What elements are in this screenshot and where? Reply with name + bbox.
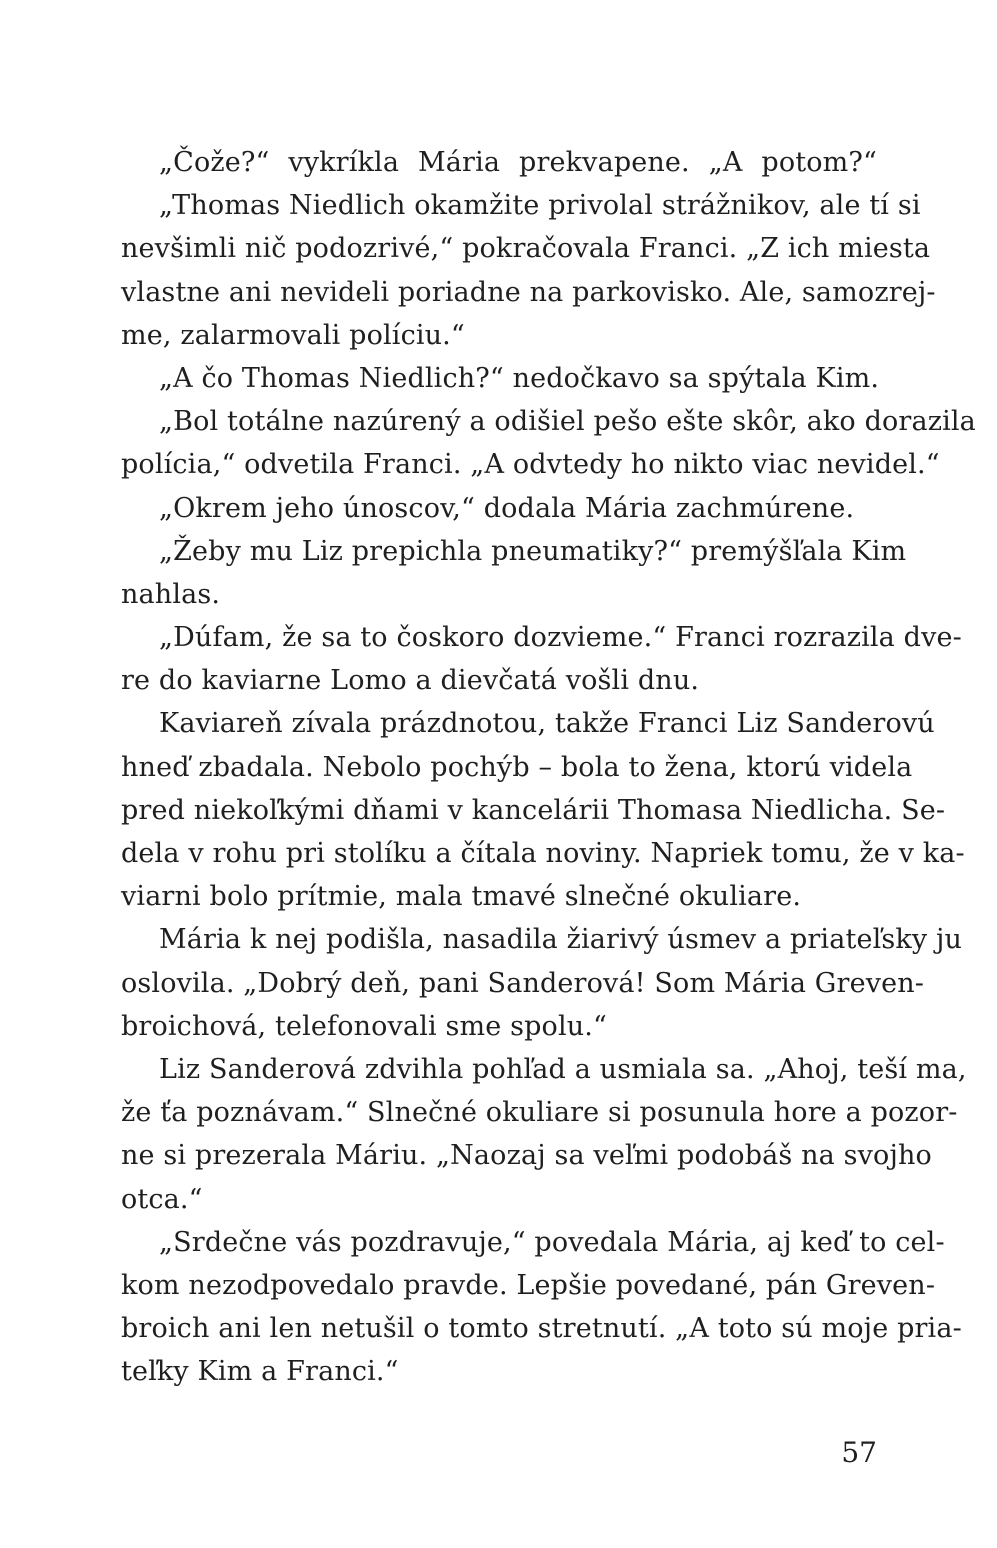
text-line: broich ani len netušil o tomto stretnutí. „A toto sú moje pria- xyxy=(121,1313,962,1345)
text-line: pred niekoľkými dňami v kancelárii Thomasa Niedlicha. Se- xyxy=(121,794,946,826)
text-line: oslovila. „Dobrý deň, pani Sanderová! Som Mária Greven- xyxy=(121,967,925,999)
text-line: Kaviareň zívala prázdnotou, takže Franci Liz Sanderovú xyxy=(159,708,935,740)
text-line: re do kaviarne Lomo a dievčatá vošli dnu. xyxy=(121,665,700,697)
text-line: „Žeby mu Liz prepichla pneumatiky?“ premýšľala Kim xyxy=(159,535,907,567)
text-line: nahlas. xyxy=(121,578,221,610)
text-line: ne si prezerala Máriu. „Naozaj sa veľmi podobáš na svojho xyxy=(121,1140,932,1172)
text-line: Mária k nej podišla, nasadila žiarivý úsmev a priateľsky ju xyxy=(159,924,963,956)
text-line: dela v rohu pri stolíku a čítala noviny. Napriek tomu, že v ka- xyxy=(121,838,965,869)
text-line: Liz Sanderová zdvihla pohľad a usmiala sa. „Ahoj, teší ma, xyxy=(159,1053,967,1085)
text-line: broichová, telefonovali sme spolu.“ xyxy=(121,1010,607,1042)
text-line: že ťa poznávam.“ Slnečné okuliare si posunula hore a pozor- xyxy=(121,1097,958,1129)
text-line: kom nezodpovedalo pravde. Lepšie povedané, pán Greven- xyxy=(121,1269,936,1301)
text-line: „Dúfam, že sa to čoskoro dozvieme.“ Franci rozrazila dve- xyxy=(159,622,962,654)
text-line: otca.“ xyxy=(121,1183,203,1215)
text-line: teľky Kim a Franci.“ xyxy=(121,1356,399,1388)
text-line: me, zalarmovali políciu.“ xyxy=(121,319,465,351)
text-line: viarni bolo prítmie, mala tmavé slnečné okuliare. xyxy=(121,881,802,913)
text-line: hneď zbadala. Nebolo pochýb – bola to žena, ktorú videla xyxy=(121,751,913,783)
page-number: 57 xyxy=(841,1436,877,1469)
text-line: polícia,“ odvetila Franci. „A odvtedy ho nikto viac nevidel.“ xyxy=(121,449,940,481)
text-line: „A čo Thomas Niedlich?“ nedočkavo sa spýtala Kim. xyxy=(159,362,880,394)
text-line: „Čože?“ vykríkla Mária prekvapene. „A potom?“ xyxy=(159,147,877,178)
text-line: „Okrem jeho únoscov,“ dodala Mária zachmúrene. xyxy=(159,492,855,524)
text-line: „Bol totálne nazúrený a odišiel pešo ešte skôr, ako dorazila xyxy=(159,406,976,438)
text-line: vlastne ani nevideli poriadne na parkovisko. Ale, samozrej- xyxy=(121,276,936,308)
text-line: „Thomas Niedlich okamžite privolal strážnikov, ale tí si xyxy=(159,190,921,222)
text-line: nevšimli nič podozrivé,“ pokračovala Franci. „Z ich miesta xyxy=(121,233,931,265)
text-line: „Srdečne vás pozdravuje,“ povedala Mária, aj keď to cel- xyxy=(159,1226,945,1258)
body-text xyxy=(121,141,976,1393)
